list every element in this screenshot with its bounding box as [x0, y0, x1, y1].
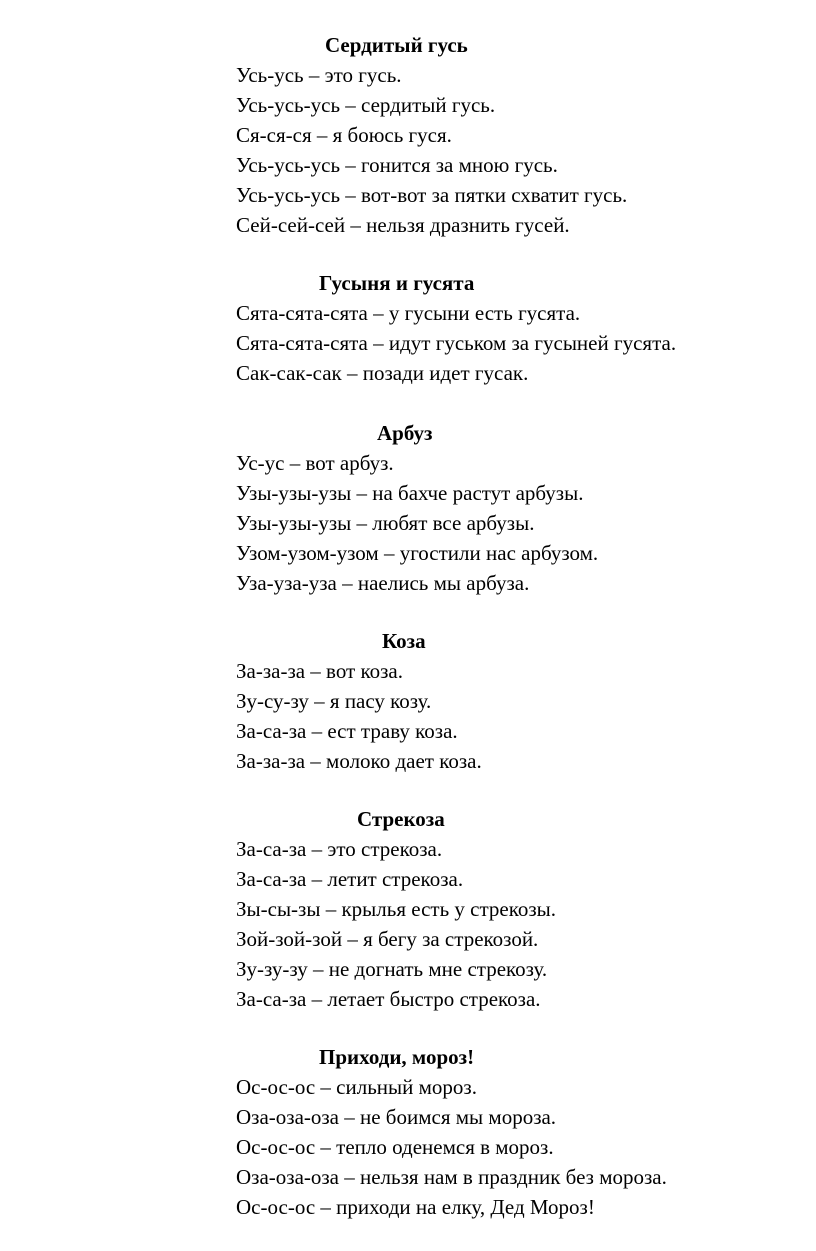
- poem-line: За-са-за – летает быстро стрекоза.: [236, 987, 541, 1011]
- poem-angry-goose: [236, 30, 796, 240]
- poem-line: Ос-ос-ос – приходи на елку, Дед Мороз!: [236, 1195, 595, 1219]
- poem-line: Узы-узы-узы – на бахче растут арбузы.: [236, 481, 584, 505]
- poem-title: Коза: [382, 629, 426, 653]
- poem-goose-and-goslings: [236, 268, 796, 388]
- poem-title: Стрекоза: [357, 807, 445, 831]
- poem-line: Усь-усь – это гусь.: [236, 63, 402, 87]
- poem-line: Сята-сята-сята – идут гуськом за гусыней гусята.: [236, 331, 677, 355]
- poem-goat: [236, 626, 796, 776]
- poem-line: Зу-су-зу – я пасу козу.: [236, 689, 432, 713]
- poem-line: Сята-сята-сята – у гусыни есть гусята.: [236, 301, 581, 325]
- poem-line: За-са-за – это стрекоза.: [236, 837, 443, 861]
- poem-line: Узы-узы-узы – любят все арбузы.: [236, 511, 535, 535]
- poem-line: Ос-ос-ос – сильный мороз.: [236, 1075, 477, 1099]
- poem-line: Узом-узом-узом – угостили нас арбузом.: [236, 541, 599, 565]
- poem-dragonfly: [236, 804, 796, 1014]
- poem-line: За-са-за – ест траву коза.: [236, 719, 458, 743]
- poem-line: Ся-ся-ся – я боюсь гуся.: [236, 123, 452, 147]
- poem-line: Оза-оза-оза – нельзя нам в праздник без мороза.: [236, 1165, 667, 1189]
- poem-line: Уза-уза-уза – наелись мы арбуза.: [236, 571, 530, 595]
- poem-line: Усь-усь-усь – гонится за мною гусь.: [236, 153, 558, 177]
- poem-line: Сак-сак-сак – позади идет гусак.: [236, 361, 529, 385]
- poem-line: За-за-за – молоко дает коза.: [236, 749, 482, 773]
- poem-line: За-са-за – летит стрекоза.: [236, 867, 464, 891]
- poem-come-frost: [236, 1042, 796, 1222]
- poem-line: Зу-зу-зу – не догнать мне стрекозу.: [236, 957, 548, 981]
- poem-line: Оза-оза-оза – не боимся мы мороза.: [236, 1105, 557, 1129]
- poem-line: Сей-сей-сей – нельзя дразнить гусей.: [236, 213, 570, 237]
- poem-line: Зой-зой-зой – я бегу за стрекозой.: [236, 927, 539, 951]
- poem-title: Сердитый гусь: [325, 33, 468, 57]
- poem-title: Приходи, мороз!: [319, 1045, 475, 1069]
- poem-line: За-за-за – вот коза.: [236, 659, 403, 683]
- poem-line: Ус-ус – вот арбуз.: [236, 451, 394, 475]
- poem-watermelon: [236, 418, 796, 598]
- poem-title: Арбуз: [377, 421, 433, 445]
- poem-title: Гусыня и гусята: [319, 271, 475, 295]
- poem-line: Зы-сы-зы – крылья есть у стрекозы.: [236, 897, 557, 921]
- poem-line: Ос-ос-ос – тепло оденемся в мороз.: [236, 1135, 554, 1159]
- poem-line: Усь-усь-усь – вот-вот за пятки схватит гусь.: [236, 183, 628, 207]
- poem-line: Усь-усь-усь – сердитый гусь.: [236, 93, 496, 117]
